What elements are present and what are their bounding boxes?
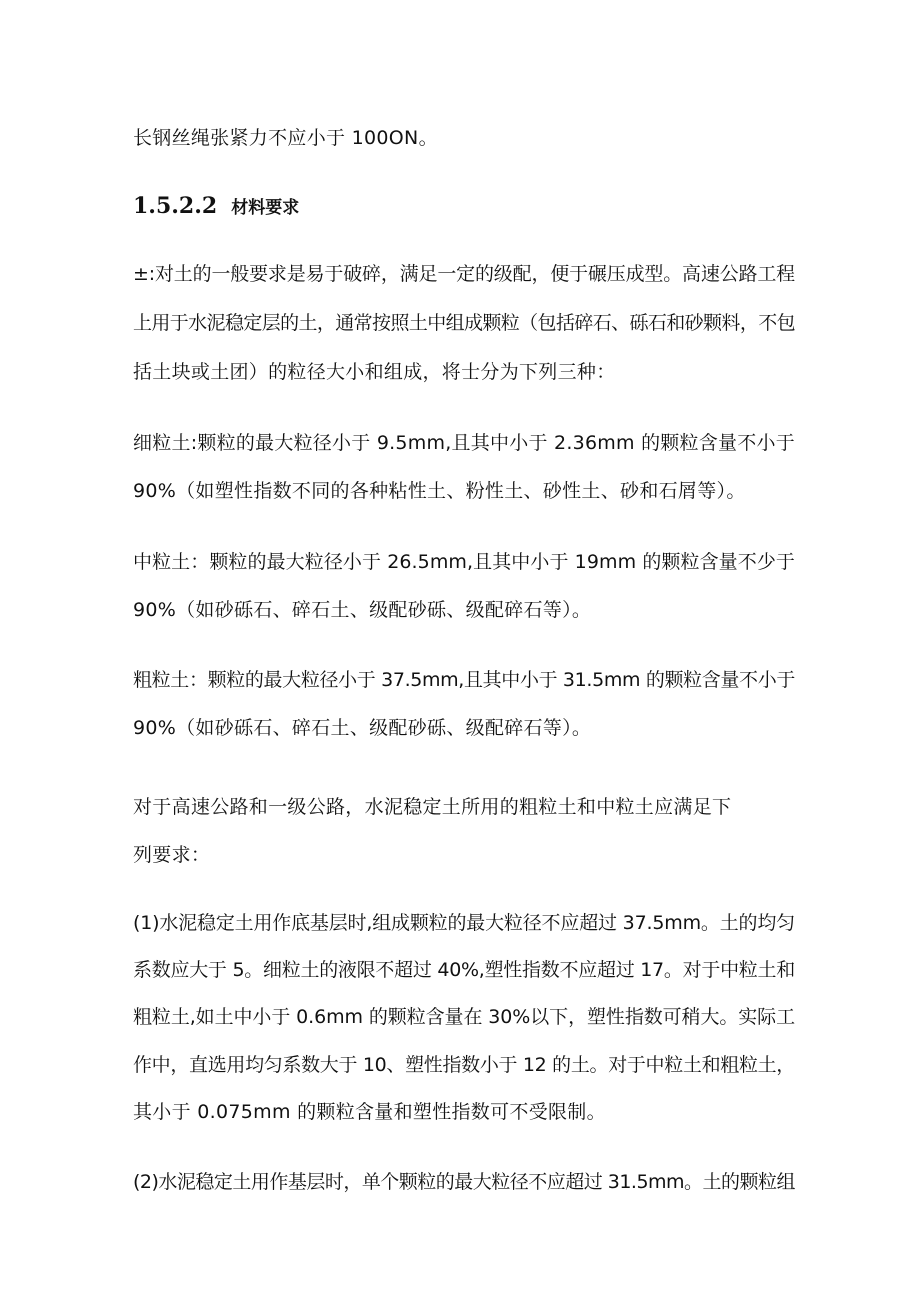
text-line: 中粒土：颗粒的最大粒径小于 26.5mm,且其中小于 19mm 的颗粒含量不少于 [133, 551, 795, 573]
text-line: 粗粒土,如土中小于 0.6mm 的颗粒含量在 30%以下，塑性指数可稍大。实际工 [133, 1006, 795, 1028]
text-line: 粗粒土：颗粒的最大粒径小于 37.5mm,且其中小于 31.5mm 的颗粒含量不小于 [133, 669, 795, 691]
text-line: 作中，直选用均匀系数大于 10、塑性指数小于 12 的土。对于中粒土和粗粒土， [133, 1054, 795, 1076]
text-line: 其小于 0.075mm 的颗粒含量和塑性指数可不受限制。 [133, 1101, 606, 1123]
text-line: 细粒土:颗粒的最大粒径小于 9.5mm,且其中小于 2.36mm 的颗粒含量不小于 [133, 432, 795, 454]
text-line: 90%（如塑性指数不同的各种粘性土、粉性土、砂性土、砂和石屑等）。 [133, 480, 746, 502]
text-line: 长钢丝绳张紧力不应小于 100ON。 [133, 127, 438, 149]
text-line: (2)水泥稳定土用作基层时，单个颗粒的最大粒径不应超过 31.5mm。土的颗粒组 [133, 1171, 795, 1193]
text-line: (1)水泥稳定土用作底基层时,组成颗粒的最大粒径不应超过 37.5mm。土的均匀 [133, 912, 795, 934]
section-heading [133, 193, 299, 219]
text-line: 对于高速公路和一级公路，水泥稳定土所用的粗粒土和中粒土应满足下 [133, 796, 732, 818]
text-line: 90%（如砂砾石、碎石土、级配砂砾、级配碎石等）。 [133, 717, 592, 739]
text-line: 90%（如砂砾石、碎石土、级配砂砾、级配碎石等）。 [133, 599, 592, 621]
text-line: 列要求： [133, 844, 211, 866]
section-number: 1.5.2.2 [133, 193, 218, 219]
text-line: 系数应大于 5。细粒土的液限不超过 40%,塑性指数不应超过 17。对于中粒土和 [133, 959, 795, 981]
text-line: 括土块或土团）的粒径大小和组成，将士分为下列三种： [133, 361, 616, 383]
text-line: 上用于水泥稳定层的土，通常按照土中组成颗粒（包括碎石、砾石和砂颗料，不包 [133, 312, 795, 334]
text-line: ±:对土的一般要求是易于破碎，满足一定的级配，便于碾压成型。高速公路工程 [133, 263, 795, 285]
section-title: 材料要求 [231, 198, 300, 218]
